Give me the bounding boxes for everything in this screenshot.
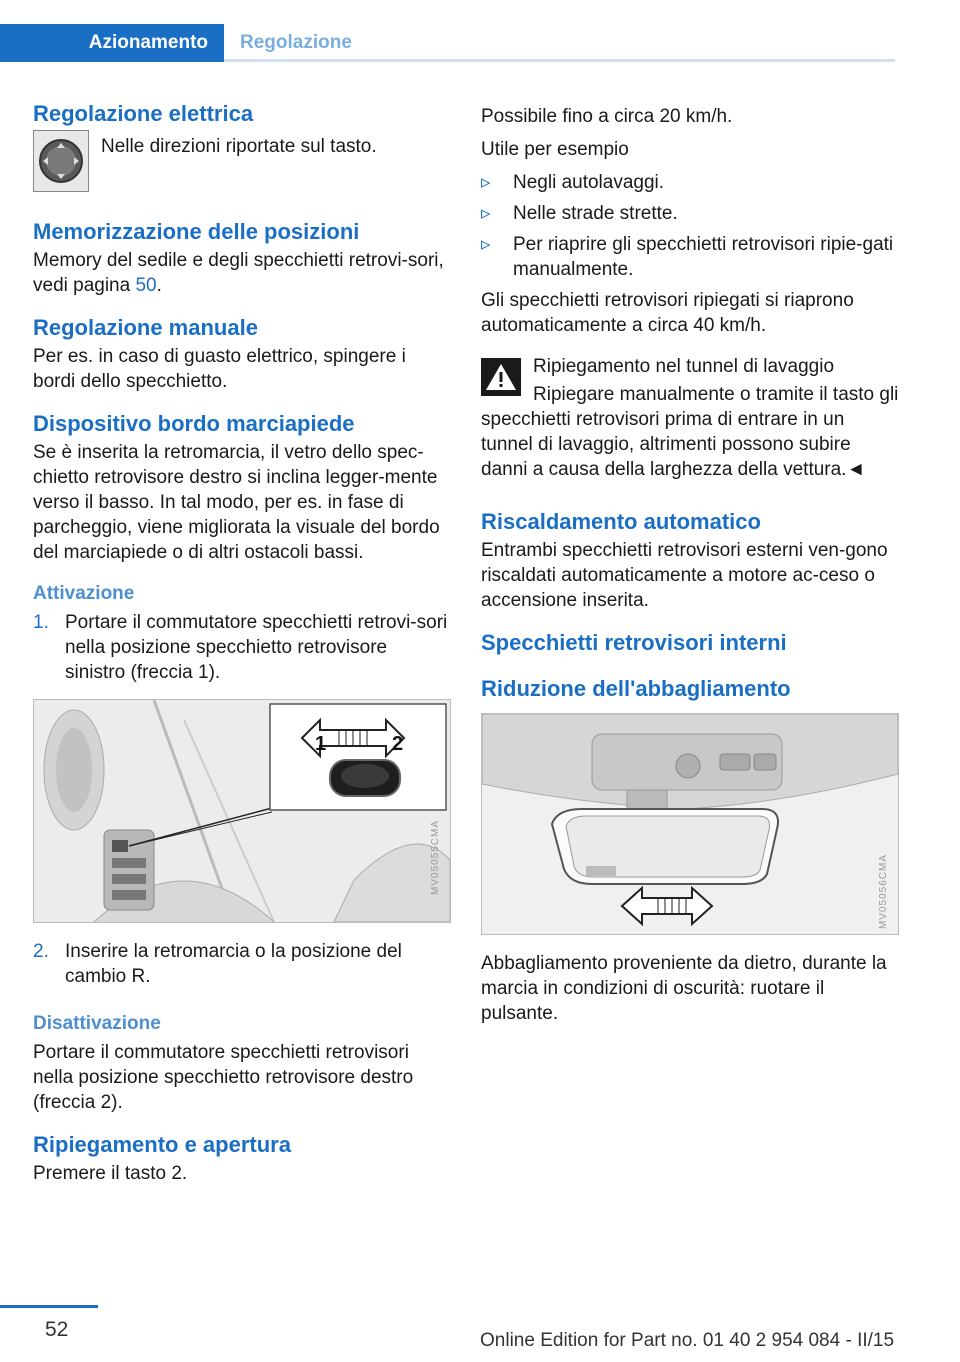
bullet-text: Nelle strade strette.: [513, 203, 678, 224]
text-direzioni: Nelle direzioni riportate sul tasto.: [101, 136, 377, 157]
heading-disattivazione: Disattivazione: [33, 1013, 161, 1034]
figure-code: MV05056CMA: [878, 854, 889, 930]
warning-text: Ripiegare manualmente o tramite il tasto gli specchietti retrovisori prima di entrare in un tunnel di lavaggio, altrimenti possono subire danni a causa della larghezza della vettura.◄: [481, 384, 899, 480]
knob-row: [33, 130, 451, 192]
bullet-list: [481, 170, 899, 282]
mirror-knob-icon: [33, 130, 89, 192]
tab-azionamento[interactable]: Azionamento: [0, 24, 224, 62]
text-possibile: Possibile fino a circa 20 km/h.: [481, 106, 733, 127]
step-text: Portare il commutatore specchietti retrovi-sori nella posizione specchietto retrovisore sinistro (freccia 1).: [65, 612, 448, 683]
page-number: 52: [45, 1318, 69, 1341]
text-ripiegamento: Premere il tasto 2.: [33, 1163, 188, 1184]
heading-marciapiede: Dispositivo bordo marciapiede: [33, 411, 355, 436]
list-item: [481, 201, 899, 226]
text-riscaldamento: Entrambi specchietti retrovisori esterni ven-gono riscaldati automaticamente a motore ac-ceso o accensione inserita.: [481, 540, 888, 611]
bullet-text: Negli autolavaggi.: [513, 172, 665, 193]
list-item: [33, 939, 451, 989]
list-item: [481, 170, 899, 195]
page-link-50[interactable]: 50: [135, 275, 157, 296]
warning-title: Ripiegamento nel tunnel di lavaggio: [533, 356, 835, 377]
text-utile: Utile per esempio: [481, 139, 629, 160]
text-memory-pre: Memory del sedile e degli specchietti retrovi-sori, vedi pagina: [33, 250, 444, 296]
heading-memorizzazione: Memorizzazione delle posizioni: [33, 219, 360, 244]
step-text: Inserire la retromarcia o la posizione del cambio R.: [65, 941, 402, 987]
mirror-switch-figure: [33, 699, 451, 923]
heading-interni: Specchietti retrovisori interni: [481, 630, 787, 655]
text-manuale: Per es. in caso di guasto elettrico, spingere i bordi dello specchietto.: [33, 346, 406, 392]
edition-line: Online Edition for Part no. 01 40 2 954 084 - II/15: [480, 1330, 895, 1351]
text-ripiegati: Gli specchietti retrovisori ripiegati si riaprono automaticamente a circa 40 km/h.: [481, 290, 854, 336]
bullet-text: Per riaprire gli specchietti retrovisori ripie-gati manualmente.: [513, 234, 894, 280]
heading-ripiegamento: Ripiegamento e apertura: [33, 1132, 291, 1157]
step-number: 2.: [33, 941, 49, 962]
figure-label-2: 2: [392, 733, 404, 755]
bullet-marker: ▹: [481, 234, 491, 255]
figure-code: MV05055CMA: [430, 820, 441, 896]
heading-abbagliamento: Riduzione dell'abbagliamento: [481, 676, 791, 701]
step-number: 1.: [33, 612, 49, 633]
heading-regolazione-elettrica: Regolazione elettrica: [33, 101, 254, 126]
text-disattivazione: Portare il commutatore specchietti retrovisori nella posizione specchietto retrovisore destro (freccia 2).: [33, 1042, 414, 1113]
right-column: [481, 104, 899, 1026]
text-memory: [33, 248, 451, 298]
heading-riscaldamento: Riscaldamento automatico: [481, 509, 761, 534]
tab-underline: [224, 59, 895, 62]
left-column: [33, 100, 451, 1186]
header-tabs: [0, 24, 895, 62]
tab-regolazione[interactable]: Regolazione: [240, 32, 352, 53]
text-memory-post: .: [156, 275, 162, 296]
list-item: [33, 610, 451, 685]
bullet-marker: ▹: [481, 203, 491, 224]
heading-attivazione: Attivazione: [33, 583, 135, 604]
bullet-marker: ▹: [481, 172, 491, 193]
figure-label-1: 1: [315, 733, 327, 755]
rearview-mirror-figure: [481, 713, 899, 935]
text-marciapiede: Se è inserita la retromarcia, il vetro dello spec-chietto retrovisore destro si inclina legger-mente verso il basso. In tal modo, per es. in fase di parcheggio, viene migliorata la visuale del bordo del marciapiede o di altri ostacoli bassi.: [33, 442, 440, 563]
warning-icon: [481, 358, 521, 396]
heading-manuale: Regolazione manuale: [33, 315, 258, 340]
text-abbagliamento: Abbagliamento proveniente da dietro, durante la marcia in condizioni di oscurità: ruotare il pulsante.: [481, 953, 887, 1024]
footer-rule: [0, 1305, 98, 1308]
list-item: [481, 232, 899, 282]
